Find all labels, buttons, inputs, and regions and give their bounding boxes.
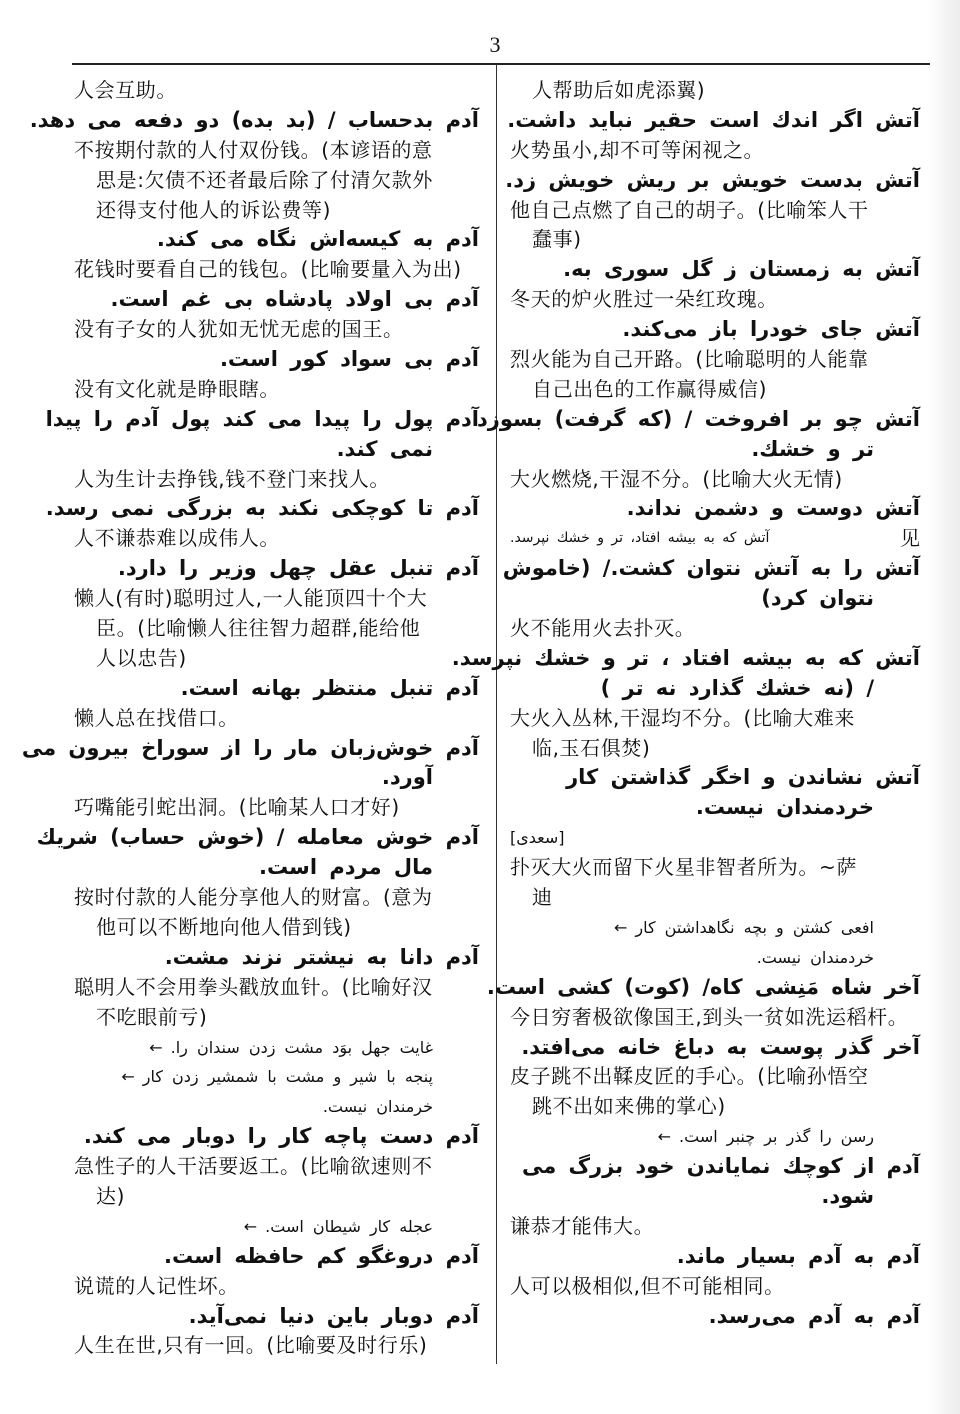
chinese-translation: 人生在世,只有一回。(比喻要及时行乐) xyxy=(74,1333,428,1358)
cross-reference-text: غایت جهل بوَد مشت زدن سندان را. xyxy=(170,1037,433,1057)
persian-proverb: آدم پول را پیدا می کند پول آدم را پیدا xyxy=(45,406,479,431)
persian-proverb: آدم تا کوچکی نکند به بزرگی نمی رسد. xyxy=(45,496,479,521)
see-also-target: آتش که به بیشه افتاد، تر و خشك نپرسد. xyxy=(510,530,770,547)
chinese-translation: 火不能用火去扑灭。 xyxy=(510,616,696,641)
left-column xyxy=(21,76,479,1361)
chinese-translation: 花钱时要看自己的钱包。(比喻要量入为出) xyxy=(74,257,462,282)
chinese-translation-continued: 自己出色的工作赢得威信) xyxy=(532,376,768,401)
chinese-translation: 今日穷奢极欲像国王,到头一贫如洗运稻杆。 xyxy=(510,1004,909,1029)
persian-proverb: آدم بی سواد کور است. xyxy=(219,347,479,372)
chinese-translation: 大火燃烧,干湿不分。(比喻大火无情) xyxy=(510,466,843,491)
chinese-translation: 说谎的人记性坏。 xyxy=(74,1273,239,1298)
persian-proverb: آتش بدست خویش بر ریش خویش زد. xyxy=(505,167,920,192)
chinese-translation: 聪明人不会用拳头戳放血针。(比喻好汉 xyxy=(74,974,433,999)
persian-proverb-continued: آورد. xyxy=(381,765,433,790)
persian-proverb: آتش به زمستان ز گل سوری به. xyxy=(563,257,920,282)
cross-reference-text: افعی کشتن و بچه نگاهداشتن کار xyxy=(635,917,874,937)
persian-proverb: آدم خوش معامله / (خوش حساب) شریك xyxy=(36,825,479,850)
persian-proverb: آدم دوبار باین دنیا نمی‌آید. xyxy=(188,1303,479,1328)
cross-reference-continued: خرمندان نیست. xyxy=(322,1097,433,1117)
persian-proverb: آدم بدحساب / (بد بده) دو دفعه می دهد. xyxy=(29,107,479,132)
persian-proverb-continued: تر و خشك. xyxy=(751,436,874,461)
chinese-translation-continued: 临,玉石俱焚) xyxy=(532,735,651,760)
chinese-translation: 人不谦恭难以成伟人。 xyxy=(74,526,280,551)
see-also-reference xyxy=(510,524,920,554)
persian-proverb: آدم به آدم بسیار ماند. xyxy=(676,1243,920,1268)
persian-proverb-continued: شود. xyxy=(821,1183,874,1208)
source-attribution: [سعدی] xyxy=(510,828,565,848)
chinese-translation: 懒人总在找借口。 xyxy=(74,705,239,730)
persian-proverb: آدم دروغگو کم حافظه است. xyxy=(164,1243,479,1268)
chinese-translation-continued: 他可以不断地向他人借到钱) xyxy=(96,914,352,939)
arrow-left-icon: ← xyxy=(243,1216,258,1236)
chinese-translation-continued: 还得支付他人的诉讼费等) xyxy=(96,197,332,222)
persian-proverb: آدم دست پاچه کار را دوبار می کند. xyxy=(83,1124,479,1149)
chinese-translation: 巧嘴能引蛇出洞。(比喻某人口才好) xyxy=(74,795,400,820)
chinese-translation-continued: 达) xyxy=(96,1183,126,1208)
arrow-left-icon: ← xyxy=(149,1037,163,1057)
persian-proverb: آخر شاه مَنِشی کاه/ (کوت) کشی است. xyxy=(486,974,920,999)
chinese-translation: 按时付款的人能分享他人的财富。(意为 xyxy=(74,885,433,910)
persian-proverb: آدم از کوچك نمایاندن خود بزرگ می xyxy=(521,1154,920,1179)
persian-proverb: آدم به کیسه‌اش نگاه می کند. xyxy=(156,227,479,252)
chinese-translation: 懒人(有时)聪明过人,一人能顶四十个大 xyxy=(74,586,428,611)
persian-proverb: آتش جای خودرا باز می‌کند. xyxy=(622,317,920,342)
chinese-translation-continued: 臣。(比喻懒人往往智力超群,能给他 xyxy=(96,616,421,641)
right-column xyxy=(451,76,920,1331)
chinese-translation: 没有子女的人犹如无忧无虑的国王。 xyxy=(74,317,404,342)
chinese-translation: 扑灭大火而留下火星非智者所为。~萨 xyxy=(510,855,857,880)
chinese-translation: 他自己点燃了自己的胡子。(比喻笨人干 xyxy=(510,197,869,222)
chinese-translation: 冬天的炉火胜过一朵红玫瑰。 xyxy=(510,287,778,312)
persian-proverb: آدم دانا به نیشتر نزند مشت. xyxy=(164,944,479,969)
chinese-translation: 火势虽小,却不可等闲视之。 xyxy=(510,137,765,162)
chinese-translation-continued: 跳不出如来佛的掌心) xyxy=(532,1094,726,1119)
cross-reference xyxy=(74,1033,479,1063)
persian-proverb: آتش را به آتش نتوان کشت./ (خاموش xyxy=(502,556,920,581)
persian-proverb: آتش دوست و دشمن نداند. xyxy=(626,496,920,521)
header-rule xyxy=(72,63,930,65)
persian-proverb: آدم به آدم می‌رسد. xyxy=(708,1303,920,1328)
cross-reference-text: رسن را گذر بر چنبر است. xyxy=(679,1127,874,1147)
cross-reference-continued: خردمندان نیست. xyxy=(756,947,874,967)
arrow-left-icon: ← xyxy=(121,1067,135,1087)
persian-proverb-continued: خردمندان نیست. xyxy=(695,795,874,820)
chinese-translation: 人为生计去挣钱,钱不登门来找人。 xyxy=(74,466,390,491)
chinese-translation-continued: 人帮助后如虎添翼) xyxy=(532,78,706,102)
cross-reference xyxy=(510,1122,920,1152)
persian-proverb: آتش اگر اندك است حقیر نباید داشت. xyxy=(507,107,920,132)
chinese-translation-continued: 蠢事) xyxy=(532,227,582,252)
persian-proverb: آتش نشاندن و اخگر گذاشتن کار xyxy=(566,765,920,790)
chinese-translation: 皮子跳不出鞣皮匠的手心。(比喻孙悟空 xyxy=(510,1064,869,1089)
persian-proverb: آدم خوش‌زبان مار را از سوراخ بیرون می xyxy=(21,735,479,760)
persian-proverb-continued: نمی کند. xyxy=(336,436,433,461)
cross-reference-text: پنجه با شیر و مشت با شمشیر زدن کار xyxy=(142,1067,433,1087)
cross-reference xyxy=(74,1212,479,1242)
persian-proverb-continued: نتوان کرد) xyxy=(761,586,874,611)
persian-proverb: آدم تنبل منتظر بهانه است. xyxy=(180,675,479,700)
persian-proverb: آخر گذر پوست به دباغ خانه می‌افتد. xyxy=(521,1034,920,1059)
cross-reference-text: عجله کار شیطان است. xyxy=(265,1216,433,1236)
see-also-label: 见 xyxy=(900,526,920,551)
cross-reference xyxy=(510,913,920,943)
persian-proverb: آتش که به بیشه افتاد ، تر و خشك نپرسد. xyxy=(451,645,920,670)
column-divider xyxy=(496,64,497,1364)
chinese-translation: 烈火能为自己开路。(比喻聪明的人能靠 xyxy=(510,347,869,372)
chinese-translation: 人会互助。 xyxy=(74,78,177,102)
arrow-left-icon: ← xyxy=(613,917,628,937)
scan-edge-shadow xyxy=(928,0,960,1414)
persian-proverb-continued: مال مردم است. xyxy=(258,855,433,880)
persian-proverb: آتش چو بر افروخت / (که گرفت) بسوزد xyxy=(477,406,920,431)
persian-proverb: آدم بی اولاد پادشاه بی غم است. xyxy=(110,287,479,312)
arrow-left-icon: ← xyxy=(657,1127,672,1147)
chinese-translation: 谦恭才能伟大。 xyxy=(510,1213,655,1238)
persian-proverb: آدم تنبل عقل چهل وزیر را دارد. xyxy=(117,556,479,581)
chinese-translation: 人可以极相似,但不可能相同。 xyxy=(510,1273,785,1298)
chinese-translation: 大火入丛林,干湿均不分。(比喻大难来 xyxy=(510,705,855,730)
chinese-translation-continued: 人以忠告) xyxy=(96,645,187,670)
page-number: 3 xyxy=(489,32,501,57)
chinese-translation: 没有文化就是睁眼瞎。 xyxy=(74,376,280,401)
chinese-translation-continued: 不吃眼前亏) xyxy=(96,1004,208,1029)
cross-reference xyxy=(74,1062,479,1092)
chinese-translation-continued: 迪 xyxy=(532,885,553,910)
chinese-translation-continued: 思是:欠债不还者最后除了付清欠款外 xyxy=(96,167,433,192)
chinese-translation: 急性子的人干活要返工。(比喻欲速则不 xyxy=(74,1154,433,1179)
chinese-translation: 不按期付款的人付双份钱。(本谚语的意 xyxy=(74,137,433,162)
persian-proverb-continued: / (نه خشك گذارد نه تر ) xyxy=(600,675,874,700)
